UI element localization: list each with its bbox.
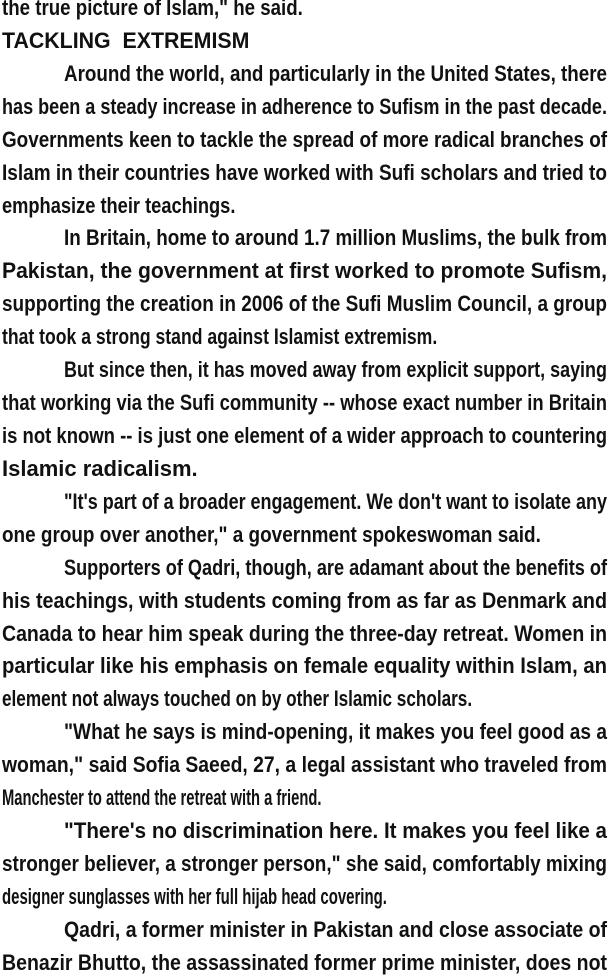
text-line-content: Governments keen to tackle the spread of more radical branches of <box>2 126 607 152</box>
text-line <box>2 519 607 552</box>
article-body <box>2 0 607 977</box>
text-line <box>2 947 607 977</box>
text-line <box>2 387 607 420</box>
text-line <box>2 585 607 618</box>
text-line-content: the true picture of Islam," he said. <box>2 0 303 20</box>
text-line <box>2 288 607 321</box>
text-line <box>2 782 607 815</box>
text-line-content: element not always touched on by other Islamic scholars. <box>2 686 473 712</box>
text-line <box>2 881 607 914</box>
text-line <box>2 58 607 91</box>
text-line-content: is not known -- is just one element of a wider approach to countering <box>2 422 607 448</box>
text-line <box>2 190 607 223</box>
text-line-content: Islamic radicalism. <box>2 455 198 481</box>
text-line <box>2 848 607 881</box>
text-line-content: emphasize their teachings. <box>2 192 236 218</box>
text-line <box>2 255 607 288</box>
text-line-content: Islam in their countries have worked with Sufi scholars and tried to <box>2 159 607 185</box>
text-line-content: Around the world, and particularly in the United States, there <box>64 60 607 86</box>
text-line <box>2 420 607 453</box>
text-line-content: stronger believer, a stronger person," she said, comfortably mixing <box>2 850 607 876</box>
text-line-content: Supporters of Qadri, though, are adamant about the benefits of <box>64 554 607 580</box>
text-line <box>2 222 607 255</box>
text-line <box>2 552 607 585</box>
text-line <box>2 0 607 25</box>
text-line-content: Pakistan, the government at first worked to promote Sufism, <box>2 258 607 284</box>
text-line <box>2 914 607 947</box>
text-line <box>2 124 607 157</box>
section-heading <box>2 25 607 58</box>
text-line <box>2 157 607 190</box>
text-line-content: But since then, it has moved away from explicit support, saying <box>64 357 607 383</box>
text-line <box>2 749 607 782</box>
text-line <box>2 716 607 749</box>
text-line-content: one group over another," a government spokeswoman said. <box>2 521 541 547</box>
text-line <box>2 453 607 486</box>
text-line-content: Qadri, a former minister in Pakistan and close associate of <box>64 916 607 942</box>
text-line-content: has been a steady increase in adherence to Sufism in the past decade. <box>2 93 607 119</box>
text-line <box>2 321 607 354</box>
text-line-content: particular like his emphasis on female equality within Islam, an <box>2 653 607 679</box>
text-line <box>2 683 607 716</box>
text-line-content: woman," said Sofia Saeed, 27, a legal assistant who traveled from <box>2 752 607 778</box>
text-line-content: his teachings, with students coming from as far as Denmark and <box>2 587 607 613</box>
text-line <box>2 486 607 519</box>
text-line-content: Manchester to attend the retreat with a friend. <box>2 785 322 811</box>
text-line-content: Canada to hear him speak during the three-day retreat. Women in <box>2 620 607 646</box>
text-line <box>2 815 607 848</box>
text-line <box>2 650 607 683</box>
section-heading-text: TACKLING EXTREMISM <box>2 27 250 53</box>
text-line <box>2 354 607 387</box>
text-line <box>2 618 607 651</box>
text-line-content: "What he says is mind-opening, it makes you feel good as a <box>64 719 607 745</box>
text-line-content: "There's no discrimination here. It makes you feel like a <box>64 818 607 844</box>
text-line-content: that took a strong stand against Islamist extremism. <box>2 324 438 350</box>
text-line-content: that working via the Sufi community -- whose exact number in Britain <box>2 390 607 416</box>
text-line-content: designer sunglasses with her full hijab head covering. <box>2 883 387 909</box>
text-line-content: "It's part of a broader engagement. We don't want to isolate any <box>64 488 607 514</box>
text-line-content: In Britain, home to around 1.7 million Muslims, the bulk from <box>64 225 607 251</box>
text-line-content: supporting the creation in 2006 of the Sufi Muslim Council, a group <box>2 291 607 317</box>
text-line <box>2 91 607 124</box>
text-line-content: Benazir Bhutto, the assassinated former prime minister, does not <box>2 949 607 975</box>
